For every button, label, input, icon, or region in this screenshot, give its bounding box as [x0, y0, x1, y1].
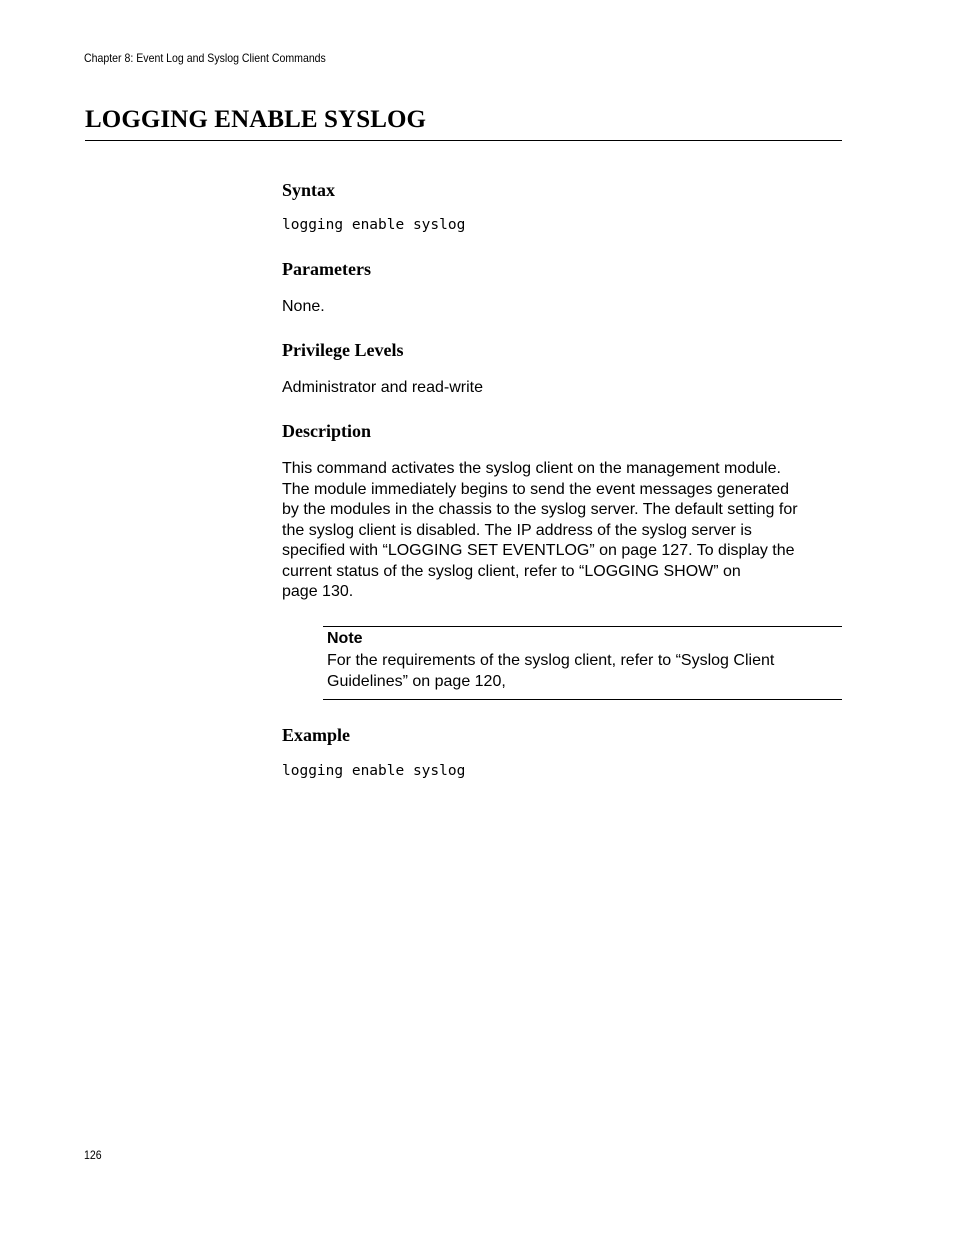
note-line: Guidelines” on page 120,: [327, 672, 506, 690]
syntax-heading: Syntax: [282, 180, 336, 200]
parameters-text: None.: [282, 298, 325, 315]
description-line: The module immediately begins to send the event messages generated: [282, 480, 789, 498]
parameters-heading: Parameters: [282, 259, 371, 279]
description-line: by the modules in the chassis to the syslog server. The default setting for: [282, 501, 798, 518]
privilege-levels-heading: Privilege Levels: [282, 340, 404, 360]
note-label: Note: [327, 630, 363, 647]
description-line: This command activates the syslog client on the management module.: [282, 460, 781, 477]
description-line: the syslog client is disabled. The IP address of the syslog server is: [282, 521, 752, 539]
example-code: logging enable syslog: [282, 763, 466, 779]
description-line: specified with “LOGGING SET EVENTLOG” on page 127. To display the: [282, 542, 795, 559]
note-box: [323, 626, 842, 700]
note-line: For the requirements of the syslog client, refer to “Syslog Client: [327, 652, 775, 669]
note-text: [327, 651, 774, 692]
page-number: 126: [84, 1148, 102, 1162]
syntax-code: logging enable syslog: [282, 217, 466, 233]
running-header: Chapter 8: Event Log and Syslog Client Commands: [84, 51, 326, 65]
example-heading: Example: [282, 725, 351, 745]
title-rule: [85, 140, 842, 141]
description-heading: Description: [282, 421, 371, 441]
privilege-levels-text: Administrator and read-write: [282, 379, 483, 396]
page-title: LOGGING ENABLE SYSLOG: [85, 106, 427, 133]
description-paragraph: [282, 459, 842, 603]
description-line: current status of the syslog client, refer to “LOGGING SHOW” on: [282, 562, 741, 580]
description-line: page 130.: [282, 583, 354, 600]
